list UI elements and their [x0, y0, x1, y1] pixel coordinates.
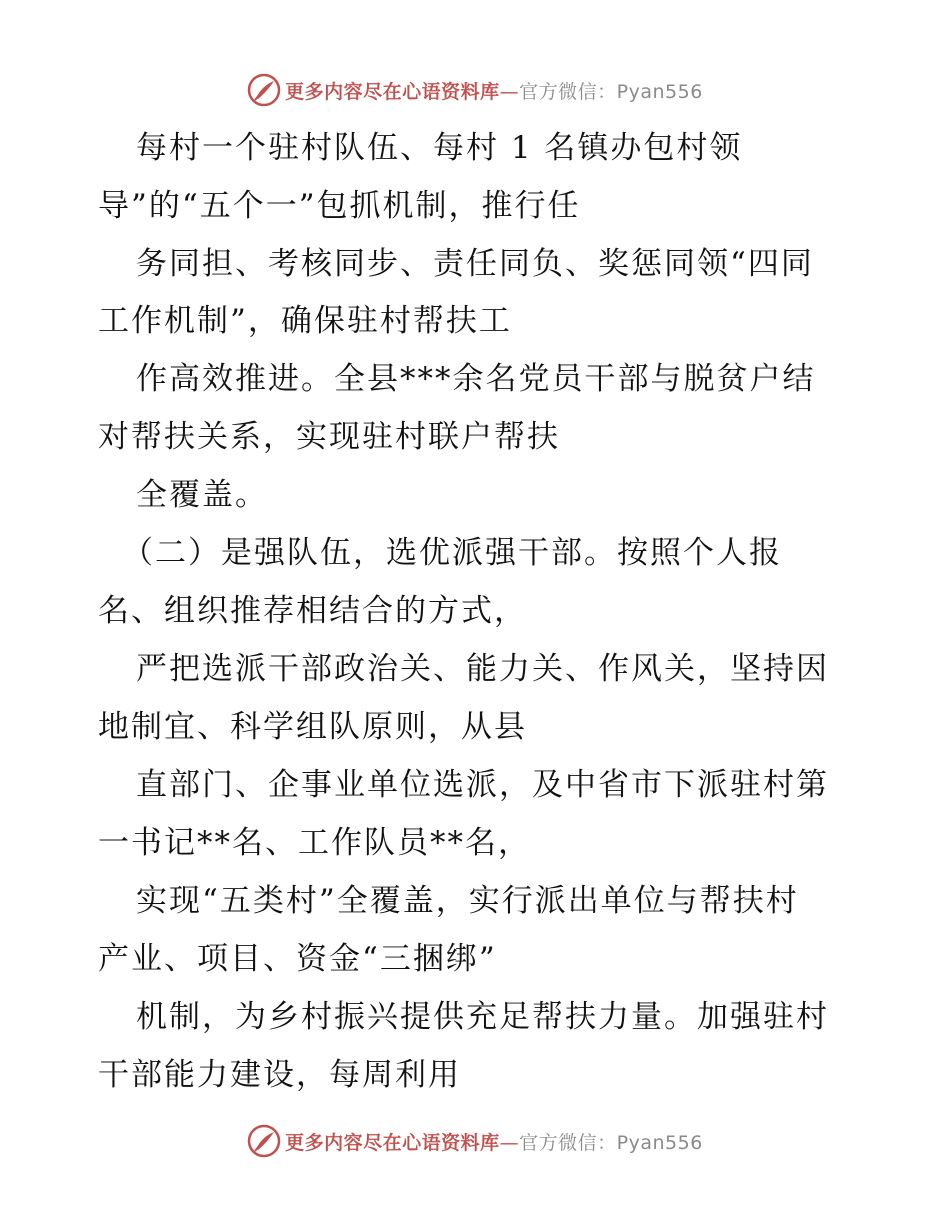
quill-logo-icon	[247, 1124, 281, 1158]
footer-banner-contact: 官方微信：Pyan556	[519, 1131, 703, 1154]
body-line: 干部能力建设，每周利用	[98, 1057, 461, 1093]
body-line: 严把选派干部政治关、能力关、作风关，坚持因	[136, 651, 829, 687]
footer-watermark-banner	[0, 1121, 950, 1161]
body-line: 务同担、考核同步、责任同负、奖惩同领“四同	[136, 246, 814, 282]
body-line: 导”的“五个一”包抓机制，推行任	[98, 188, 581, 224]
footer-banner-dash: —	[499, 1131, 520, 1154]
header-banner-text	[285, 77, 703, 104]
body-line: 地制宜、科学组队原则，从县	[98, 709, 527, 745]
body-line: 产业、项目、资金“三捆绑”	[98, 941, 497, 977]
body-line: 作高效推进。全县***余名党员干部与脱贫户结	[136, 361, 816, 397]
footer-banner-main: 更多内容尽在心语资料库	[285, 1131, 500, 1154]
body-line: 机制，为乡村振兴提供充足帮扶力量。加强驻村	[136, 999, 829, 1035]
body-line: 工作机制”，确保驻村帮扶工	[98, 303, 512, 339]
header-banner-contact: 官方微信：Pyan556	[519, 80, 703, 103]
body-line: 对帮扶关系，实现驻村联户帮扶	[98, 419, 560, 455]
body-line: 全覆盖。	[136, 477, 268, 513]
body-line: 每村一个驻村队伍、每村 1 名镇办包村领	[136, 130, 743, 166]
body-line: （二）是强队伍，选优派强干部。按照个人报	[122, 535, 782, 571]
header-watermark-banner	[0, 70, 950, 110]
header-banner-dash: —	[499, 80, 520, 103]
body-line: 名、组织推荐相结合的方式，	[98, 593, 527, 629]
body-line: 直部门、企事业单位选派，及中省市下派驻村第	[136, 767, 829, 803]
footer-banner-text	[285, 1128, 703, 1155]
body-line: 一书记**名、工作队员**名，	[98, 825, 531, 861]
quill-logo-icon	[247, 73, 281, 107]
body-line: 实现“五类村”全覆盖，实行派出单位与帮扶村	[136, 883, 799, 919]
header-banner-main: 更多内容尽在心语资料库	[285, 80, 500, 103]
